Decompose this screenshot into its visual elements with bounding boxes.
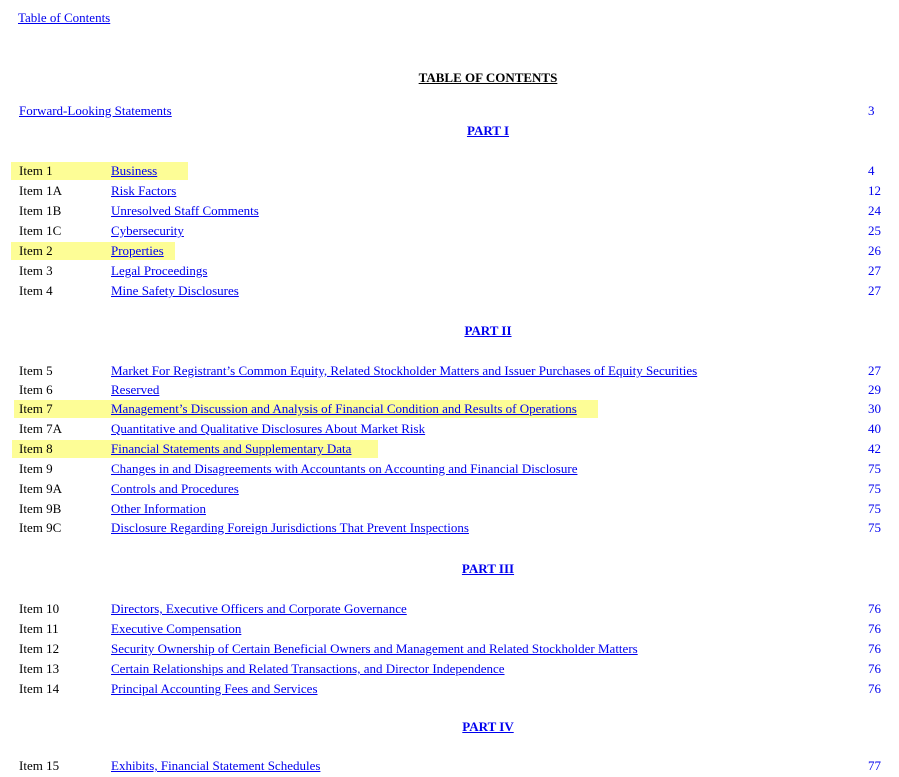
toc-row <box>0 419 899 439</box>
item-link[interactable]: Reserved <box>111 382 160 397</box>
item-number: Item 1A <box>19 183 62 198</box>
page-number: 3 <box>868 103 875 118</box>
item-number: Item 9C <box>19 520 62 535</box>
page-number: 77 <box>868 758 881 773</box>
item-link[interactable]: Principal Accounting Fees and Services <box>111 681 318 696</box>
item-number: Item 4 <box>19 283 53 298</box>
page-number: 75 <box>868 461 881 476</box>
item-link[interactable]: Cybersecurity <box>111 223 184 238</box>
part-ii-link[interactable]: PART II <box>464 323 512 338</box>
item-link[interactable]: Legal Proceedings <box>111 263 208 278</box>
item-link[interactable]: Other Information <box>111 501 206 516</box>
toc-row <box>0 459 899 479</box>
page-number: 27 <box>868 363 881 378</box>
toc-row <box>0 639 899 659</box>
table-of-contents-link[interactable]: Table of Contents <box>18 10 111 25</box>
page-number: 27 <box>868 263 881 278</box>
toc-row <box>0 619 899 639</box>
page-number: 76 <box>868 641 881 656</box>
toc-row <box>0 161 899 181</box>
item-number: Item 1 <box>19 163 53 178</box>
item-number: Item 1B <box>19 203 62 218</box>
item-link[interactable]: Changes in and Disagreements with Accountants on Accounting and Financial Disclosure <box>111 461 578 476</box>
page-number: 27 <box>868 283 881 298</box>
item-number: Item 8 <box>19 441 53 456</box>
item-number: Item 9 <box>19 461 53 476</box>
item-number: Item 7 <box>19 401 53 416</box>
item-link[interactable]: Risk Factors <box>111 183 177 198</box>
page-number: 12 <box>868 183 881 198</box>
item-number: Item 11 <box>19 621 59 636</box>
toc-row <box>0 439 899 459</box>
item-link[interactable]: Financial Statements and Supplementary Data <box>111 441 352 456</box>
toc-row <box>0 361 899 381</box>
item-number: Item 6 <box>19 382 53 397</box>
item-link[interactable]: Directors, Executive Officers and Corporate Governance <box>111 601 407 616</box>
item-number: Item 7A <box>19 421 62 436</box>
page-number: 40 <box>868 421 881 436</box>
item-number: Item 13 <box>19 661 60 676</box>
item-link[interactable]: Mine Safety Disclosures <box>111 283 239 298</box>
item-link[interactable]: Business <box>111 163 158 178</box>
page-number: 75 <box>868 501 881 516</box>
item-link[interactable]: Certain Relationships and Related Transactions, and Director Independence <box>111 661 505 676</box>
item-number: Item 5 <box>19 363 53 378</box>
page-number: 29 <box>868 382 881 397</box>
page-number: 24 <box>868 203 881 218</box>
item-number: Item 3 <box>19 263 53 278</box>
part-iv-link[interactable]: PART IV <box>462 719 514 734</box>
toc-row <box>0 499 899 519</box>
item-link[interactable]: Properties <box>111 243 164 258</box>
toc-row <box>0 380 899 400</box>
toc-row <box>0 679 899 699</box>
toc-row <box>0 181 899 201</box>
part-i-link[interactable]: PART I <box>466 123 510 138</box>
toc-row <box>0 599 899 619</box>
toc-row <box>0 479 899 499</box>
page-number: 75 <box>868 481 881 496</box>
item-link[interactable]: Market For Registrant’s Common Equity, Related Stockholder Matters and Issuer Purchases of Equity Securities <box>111 363 698 378</box>
item-link[interactable]: Quantitative and Qualitative Disclosures About Market Risk <box>111 421 426 436</box>
item-link[interactable]: Security Ownership of Certain Beneficial Owners and Management and Related Stockholder Matters <box>111 641 638 656</box>
toc-row <box>0 756 899 776</box>
page-number: 76 <box>868 681 881 696</box>
toc-row <box>0 281 899 301</box>
toc-row <box>0 659 899 679</box>
toc-row <box>0 399 899 419</box>
page-number: 76 <box>868 621 881 636</box>
item-number: Item 14 <box>19 681 60 696</box>
toc-row <box>0 221 899 241</box>
toc-row <box>0 518 899 538</box>
page-number: 4 <box>868 163 875 178</box>
page-number: 76 <box>868 661 881 676</box>
page-number: 76 <box>868 601 881 616</box>
page-number: 42 <box>868 441 881 456</box>
item-number: Item 15 <box>19 758 60 773</box>
item-number: Item 12 <box>19 641 60 656</box>
item-link[interactable]: Unresolved Staff Comments <box>111 203 259 218</box>
toc-row-forward-looking <box>0 101 899 121</box>
part-iii-link[interactable]: PART III <box>461 561 515 576</box>
page-number: 30 <box>868 401 881 416</box>
item-number: Item 9A <box>19 481 62 496</box>
toc-row <box>0 201 899 221</box>
page-number: 25 <box>868 223 881 238</box>
item-link[interactable]: Exhibits, Financial Statement Schedules <box>111 758 321 773</box>
item-link[interactable]: Controls and Procedures <box>111 481 239 496</box>
item-number: Item 1C <box>19 223 62 238</box>
item-link[interactable]: Executive Compensation <box>111 621 242 636</box>
item-number: Item 10 <box>19 601 60 616</box>
page-number: 26 <box>868 243 881 258</box>
forward-looking-statements-link[interactable]: Forward-Looking Statements <box>19 103 172 118</box>
toc-row <box>0 241 899 261</box>
item-number: Item 9B <box>19 501 62 516</box>
item-number: Item 2 <box>19 243 53 258</box>
item-link[interactable]: Management’s Discussion and Analysis of Financial Condition and Results of Operations <box>111 401 577 416</box>
toc-row <box>0 261 899 281</box>
item-link[interactable]: Disclosure Regarding Foreign Jurisdictions That Prevent Inspections <box>111 520 469 535</box>
page-title: TABLE OF CONTENTS <box>418 70 558 85</box>
page-number: 75 <box>868 520 881 535</box>
